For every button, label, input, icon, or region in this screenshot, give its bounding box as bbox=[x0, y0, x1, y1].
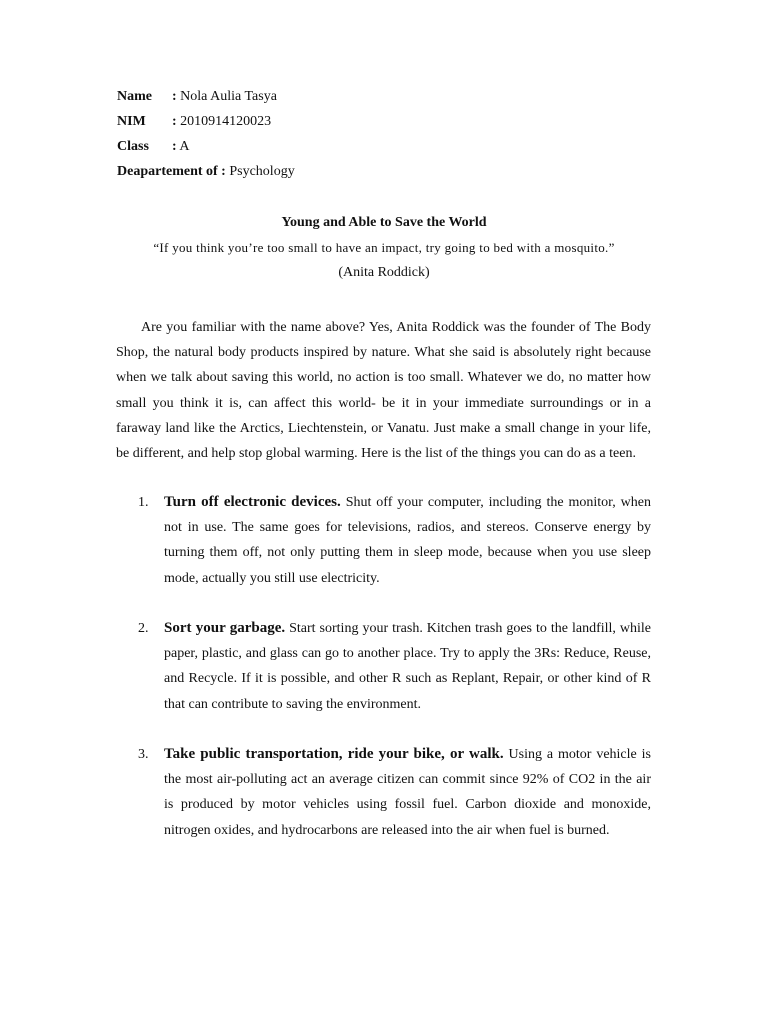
class-colon: : bbox=[172, 139, 177, 154]
list-item bbox=[138, 616, 651, 717]
name-label: Name bbox=[117, 89, 152, 104]
epigraph-author: (Anita Roddick) bbox=[338, 265, 430, 280]
name-value: Nola Aulia Tasya bbox=[180, 89, 277, 104]
list-item bbox=[138, 742, 651, 843]
intro-paragraph: Are you familiar with the name above? Yes, Anita Roddick was the founder of The Body Shop, the natural body products inspired by nature. What she said is absolutely right because when we talk about saving this world, no action is too small. Whatever we do, no matter how small you think it is, can affect this world- be it in your immediate surroundings or in a faraway land like the Arctics, Liechtenstein, or Vanatu. Just make a small change in your life, be different, and help stop global warming. Here is the list of the things you can do as a teen. bbox=[116, 320, 651, 462]
header-name-row bbox=[117, 88, 277, 106]
class-value: A bbox=[179, 139, 190, 154]
nim-label: NIM bbox=[117, 114, 146, 129]
list-item-text bbox=[164, 616, 651, 717]
list-item-lead: Sort your garbage. bbox=[164, 620, 286, 636]
name-colon: : bbox=[172, 89, 177, 104]
header-class-row bbox=[117, 138, 190, 156]
list-item-text bbox=[164, 742, 651, 843]
list-item-number: 3. bbox=[138, 747, 149, 762]
nim-value: 2010914120023 bbox=[180, 114, 272, 129]
list-item-number: 1. bbox=[138, 495, 149, 510]
list-item-number: 2. bbox=[138, 621, 149, 636]
department-value: Psychology bbox=[229, 164, 295, 179]
list-item-text bbox=[164, 490, 651, 591]
epigraph-quote: “If you think you’re too small to have an impact, try going to bed with a mosquito.” bbox=[153, 240, 615, 255]
list-item-lead: Turn off electronic devices. bbox=[164, 494, 341, 510]
list-item-body: Start sorting your trash. Kitchen trash goes to the landfill, while paper, plastic, and glass can go to another place. Try to apply the 3Rs: Reduce, Reuse, and Recycle. If it is possible, and other R such as Replant, Repair, or other kind of R that can contribute to saving the environment. bbox=[164, 621, 651, 712]
department-label: Deapartement of : bbox=[117, 164, 226, 179]
nim-colon: : bbox=[172, 114, 177, 129]
list-item bbox=[138, 490, 651, 591]
header-nim-row bbox=[117, 113, 271, 131]
essay-title: Young and Able to Save the World bbox=[281, 215, 487, 230]
list-item-body: Using a motor vehicle is the most air-polluting act an average citizen can commit since 92% of CO2 in the air is produced by motor vehicles using fossil fuel. Carbon dioxide and monoxide, nitrogen oxides, and hydrocarbons are released into the air when fuel is burned. bbox=[164, 747, 651, 838]
list-item-lead: Take public transportation, ride your bike, or walk. bbox=[164, 746, 504, 762]
list-item-body: Shut off your computer, including the monitor, when not in use. The same goes for televisions, radios, and stereos. Conserve energy by turning them off, not only putting them in sleep mode, because when you use sleep mode, actually you still use electricity. bbox=[164, 495, 651, 586]
header-department-row bbox=[117, 163, 295, 181]
class-label: Class bbox=[117, 139, 149, 154]
